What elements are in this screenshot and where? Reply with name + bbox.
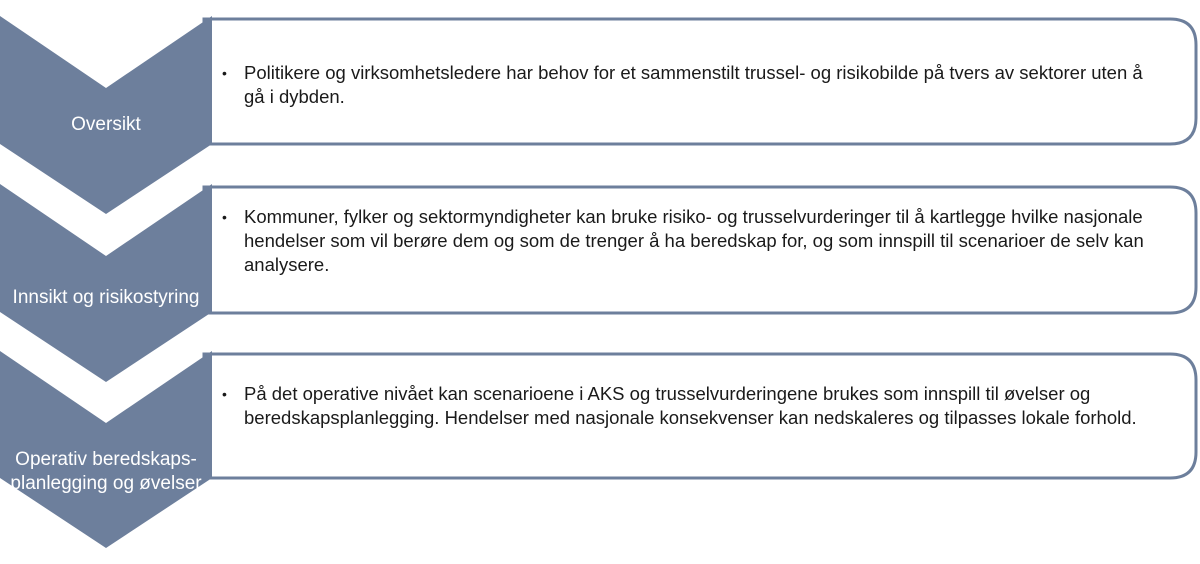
stage-1-label-text: Oversikt <box>71 114 141 135</box>
stage-2-label-text: Innsikt og risikostyring <box>12 287 200 308</box>
stage-1-bullet-item <box>222 61 1157 109</box>
stage-2-label <box>0 272 212 324</box>
stage-3-text: På det operative nivået kan scenarioene i AKS og trusselvurderingene brukes som innspill til øvelser og beredskapsplanlegging. Hendelser med nasjonale konsekvenser kan nedskaleres og tilpasses lokale forhold. <box>244 383 1137 428</box>
stage-3-bullet-item <box>222 382 1157 430</box>
stage-1-label <box>0 112 212 138</box>
stage-2-description <box>222 205 1157 277</box>
stage-3-label <box>0 422 212 522</box>
stage-3-label-text: Operativ beredskaps-planlegging og øvelser <box>10 449 202 494</box>
stage-1-description <box>222 61 1157 109</box>
stage-2-bullet-item <box>222 205 1157 277</box>
stage-3-description <box>222 382 1157 430</box>
bullet-icon: • <box>222 65 227 81</box>
bullet-icon: • <box>222 386 227 402</box>
bullet-icon: • <box>222 209 227 225</box>
stage-2-text: Kommuner, fylker og sektormyndigheter kan bruke risiko- og trusselvurderinger til å kartlegge hvilke nasjonale hendelser som vil berøre dem og som de trenger å ha beredskap for, og som innspill til scenarioer de selv kan analysere. <box>244 206 1144 275</box>
stage-1-text: Politikere og virksomhetsledere har behov for et sammenstilt trussel- og risikobilde på tvers av sektorer uten å gå i dybden. <box>244 62 1143 107</box>
